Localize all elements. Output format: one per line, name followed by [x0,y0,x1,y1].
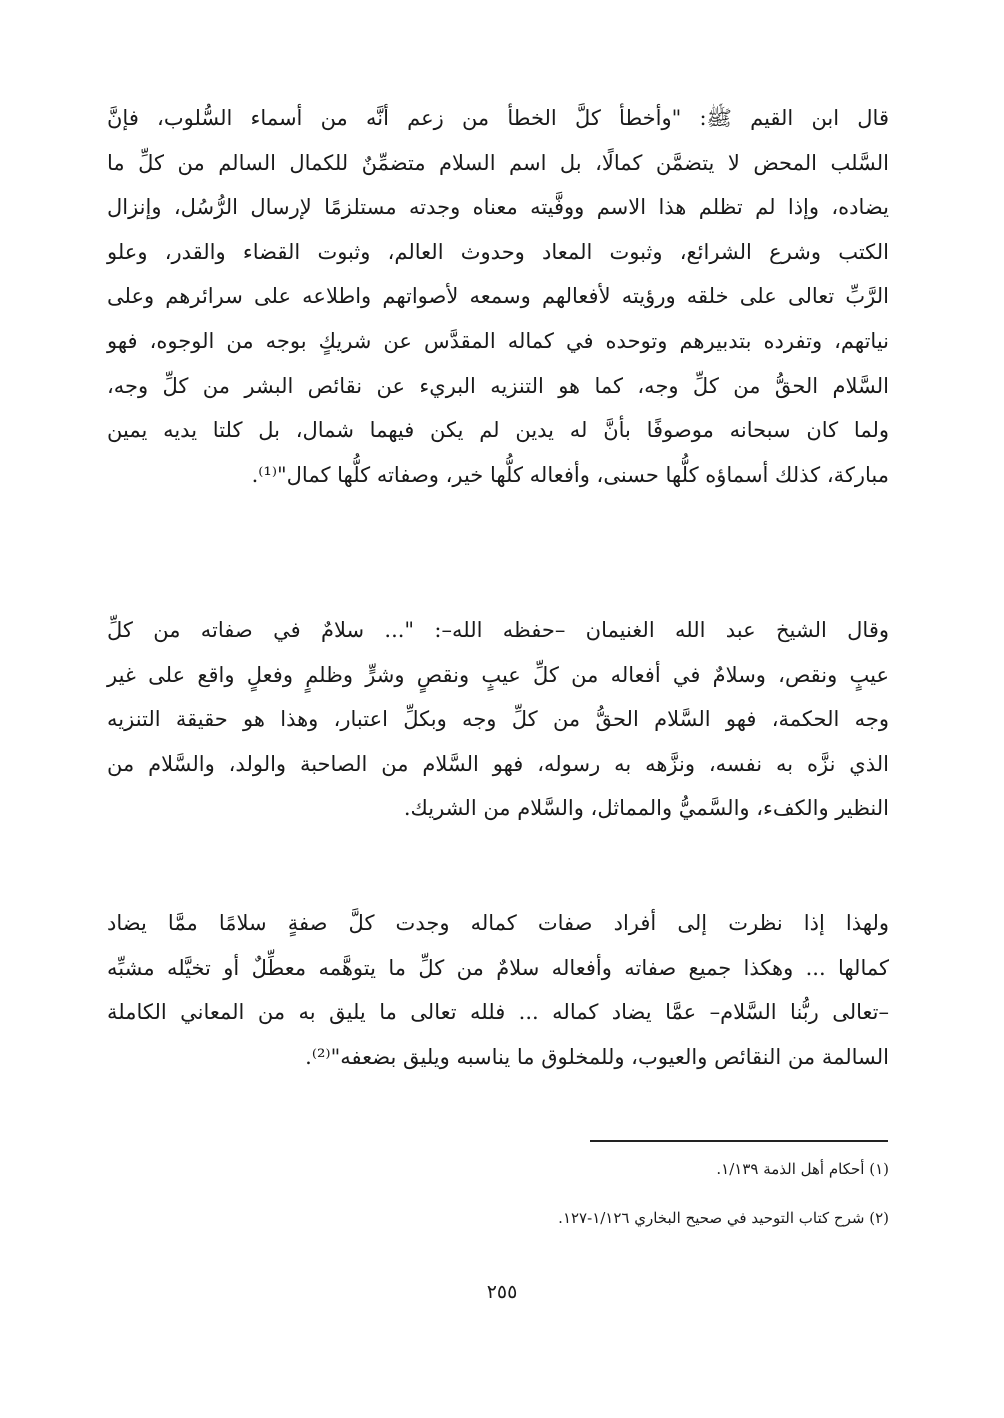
text-line: الرَّبِّ تعالى على خلقه ورؤيته لأفعالهم وسمعه لأصواتهم واطلاعه على سرائرهم وعلى [107,284,889,309]
page-number: ٢٥٥ [486,1281,518,1303]
text-line: السَّلام الحقُّ من كلِّ وجه، كما هو التنزيه البريء عن نقائص البشر من كلِّ وجه، [107,373,889,398]
paragraph-alghunayman-quote [107,608,889,831]
footnote-divider [590,1140,888,1142]
text-line: يضاده، وإذا لم تظلم هذا الاسم ووفَّيته معناه وجدته مستلزمًا لإرسال الرُّسُل، وإنزال [107,195,889,220]
text-line: ولهذا إذا نظرت إلى أفراد صفات كماله وجدت كلَّ صفةٍ سلامًا ممَّا يضاد [107,911,889,935]
text-line: النظير والكفء، والسَّميُّ والمماثل، والسَّلام من الشريك. [403,796,889,821]
text-line: ولما كان سبحانه موصوفًا بأنَّ له يدين لم يكن فيهما شمال، بل كلتا يديه يمين [107,418,889,443]
paragraph-continuation [107,901,889,1079]
text-line: نياتهم، وتفرده بتدبيرهم وتوحده في كماله المقدَّس عن شريكٍ بوجه من الوجوه، فهو [107,328,889,353]
text-line: السالمة من النقائص والعيوب، وللمخلوق ما يناسبه ويليق بضعفه"⁽²⁾. [305,1044,889,1069]
text-line: الكتب وشرع الشرائع، وثبوت المعاد وحدوث العالم، وثبوت القضاء والقدر، وعلو [107,239,889,264]
text-line: وجه الحكمة، فهو السَّلام الحقُّ من كلِّ وجه وبكلِّ اعتبار، وهذا هو حقيقة التنزيه [107,707,889,732]
text-line: قال ابن القيم ﷺ: "وأخطأ كلَّ الخطأ من زعم أنَّه من أسماء السُّلوب، فإنَّ [107,106,889,130]
text-line: –تعالى ربُّنا السَّلام– عمَّا يضاد كماله ... فلله تعالى ما يليق به من المعاني الكاملة [107,1000,889,1025]
footnote-2: (٢) شرح كتاب التوحيد في صحيح البخاري ١/١٢٦-١٢٧. [558,1209,889,1227]
text-line: عيبٍ ونقص، وسلامٌ في أفعاله من كلِّ عيبٍ ونقصٍ وشرٍّ وظلمٍ وفعلٍ واقع على غير [107,662,889,687]
text-line: كمالها ... وهكذا جميع صفاته وأفعاله سلامٌ من كلِّ ما يتوهَّمه معطِّلٌ أو تخيَّله مشبِّه [107,955,889,980]
paragraph-ibn-alqayyim-quote [107,96,889,497]
text-line: وقال الشيخ عبد الله الغنيمان –حفظه الله–: "... سلامٌ في صفاته من كلِّ [107,618,889,642]
text-line: مباركة، كذلك أسماؤه كلُّها حسنى، وأفعاله كلُّها خير، وصفاته كلُّها كمال"⁽¹⁾. [251,462,889,487]
footnote-1: (١) أحكام أهل الذمة ١/١٣٩. [716,1160,889,1178]
text-line: الذي نزَّه به نفسه، ونزَّهه به رسوله، فهو السَّلام من الصاحبة والولد، والسَّلام من [107,751,889,776]
text-line: السَّلب المحض لا يتضمَّن كمالًا، بل اسم السلام متضمِّنٌ للكمال السالم من كلِّ ما [107,150,889,175]
